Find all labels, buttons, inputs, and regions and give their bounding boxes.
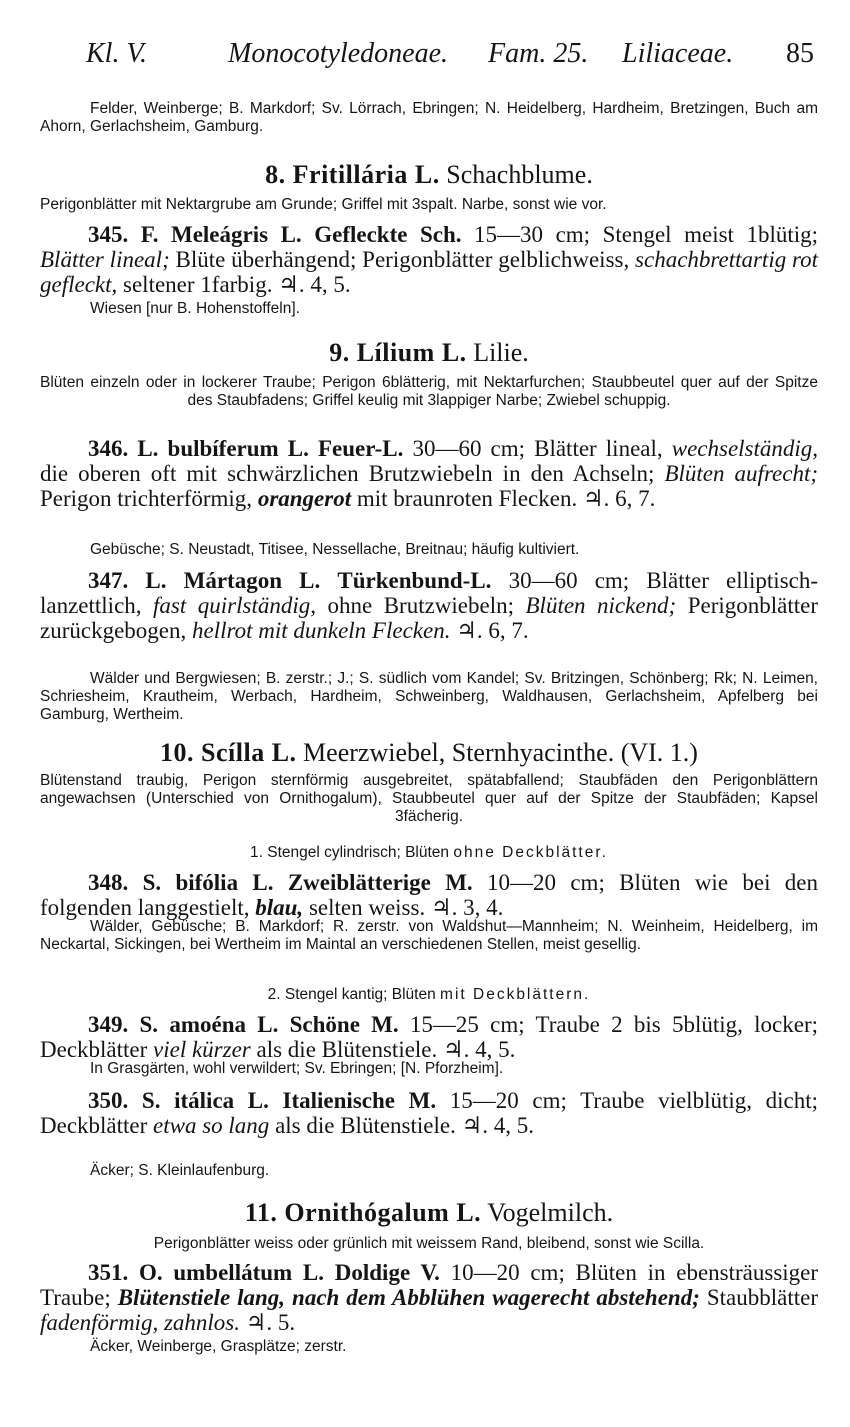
- species-common-name: Türkenbund-L.: [337, 568, 492, 593]
- species-entry: [40, 222, 818, 297]
- species-name: Meleágris L.: [171, 222, 302, 247]
- genus-heading: [40, 338, 818, 368]
- species-bold-italic-text: blau,: [255, 895, 304, 920]
- genus-title: 9. Lílium L.: [329, 338, 467, 367]
- species-text: ♃. 6, 7.: [456, 618, 529, 643]
- species-text: 15—25 cm; Traube 2 bis 5blütig, locker; Deckblätter: [40, 1012, 818, 1062]
- species-text: 30—60 cm; Blätter lineal,: [412, 436, 663, 461]
- species-name: bifólia L.: [175, 870, 274, 895]
- species-bold-italic-text: Blütenstiele lang, nach dem Abblühen wagerecht abstehend;: [117, 1285, 700, 1310]
- genus-description: Blütenstand traubig, Perigon sternförmig ausgebreitet, spätabfallend; Staubfäden den Perigonblättern angewachsen (Unterschied von Ornithogalum), Staubbeutel quer auf der Spitze der Staubfäden; Kapsel 3fächerig.: [40, 772, 818, 825]
- species-entry: [40, 568, 818, 643]
- locality-text: In Grasgärten, wohl verwildert; Sv. Ebringen; [N. Pforzheim].: [90, 1060, 504, 1077]
- species-italic-text: wechselständig,: [671, 436, 819, 461]
- key-text: 2. Stengel kantig; Blüten: [267, 986, 436, 1003]
- species-text: Perigon trichterförmig,: [40, 486, 253, 511]
- species-common-name: Zweiblätterige M.: [287, 870, 473, 895]
- genus-title: 8. Fritillária L.: [265, 160, 440, 189]
- key-spaced-text: mit Deckblättern.: [440, 986, 591, 1003]
- species-text: seltener 1farbig. ♃. 4, 5.: [123, 272, 351, 297]
- key-text: 1. Stengel cylindrisch; Blüten: [250, 844, 450, 861]
- species-italic-text: hellrot mit dunkeln Flecken.: [192, 618, 451, 643]
- genus-heading: [40, 160, 818, 190]
- species-name: bulbíferum L.: [167, 436, 309, 461]
- genus-description: Perigonblätter mit Nektargrube am Grunde; Griffel mit 3spalt. Narbe, sonst wie vor.: [40, 196, 607, 213]
- genus-heading: [40, 738, 818, 768]
- species-entry: [40, 1088, 818, 1138]
- species-text: 15—30 cm; Stengel meist 1blütig;: [474, 222, 819, 247]
- genus-common-name: Vogelmilch.: [487, 1198, 614, 1227]
- species-text: als die Blütenstiele. ♃. 4, 5.: [275, 1113, 534, 1138]
- species-name: Mártagon L.: [183, 568, 321, 593]
- species-text: Perigonblätter zurückgebogen,: [40, 593, 819, 643]
- species-italic-text: Blüten nickend;: [525, 593, 677, 618]
- genus-common-name: Meerzwiebel, Sternhyacinthe. (VI. 1.): [303, 738, 698, 767]
- species-italic-text: Blüten aufrecht;: [664, 461, 819, 486]
- key-line: [40, 844, 818, 862]
- species-name: amoéna L.: [169, 1012, 279, 1037]
- species-text: 10—20 cm; Blüten wie bei den folgenden langgestielt,: [40, 870, 818, 920]
- genus-description: Blüten einzeln oder in lockerer Traube; Perigon 6blätterig, mit Nektarfurchen; Staubbeutel quer auf der Spitze des Staubfadens; Griffel keulig mit 3lappiger Narbe; Zwiebel schuppig.: [40, 374, 818, 409]
- locality-text: Wälder, Gebüsche; B. Markdorf; R. zerstr. von Waldshut—Mannheim; N. Weinheim, Heidelberg, im Neckartal, Sickingen, bei Wertheim im Maintal an verschiedenen Stellen, meist gesellig.: [40, 918, 818, 953]
- species-italic-text: fast quirlständig,: [153, 593, 316, 618]
- species-text: als die Blütenstiele. ♃. 4, 5.: [256, 1037, 516, 1062]
- locality-text: Äcker; S. Kleinlaufenburg.: [90, 1162, 270, 1179]
- species-number: 350. S.: [88, 1088, 161, 1113]
- species-italic-text: schachbrettartig rot gefleckt,: [40, 247, 819, 297]
- running-header: [0, 38, 850, 78]
- genus-heading: [40, 1198, 818, 1228]
- locality-text: Felder, Weinberge; B. Markdorf; Sv. Lörrach, Ebringen; N. Heidelberg, Hardheim, Bretzingen, Buch am Ahorn, Gerlachsheim, Gamburg.: [40, 100, 818, 135]
- species-text: 15—20 cm; Traube vielblütig, dicht; Deckblätter: [40, 1088, 819, 1138]
- locality-text: Wälder und Bergwiesen; B. zerstr.; J.; S. südlich vom Kandel; Sv. Britzingen, Schönberg; Rk; N. Leimen, Schriesheim, Krautheim, Werbach, Hardheim, Schweinberg, Waldhausen, Gerlachsheim, Apfelberg bei Gamburg, Wertheim.: [40, 670, 818, 723]
- species-entry: [40, 436, 818, 511]
- species-bold-italic-text: orangerot: [257, 486, 352, 511]
- species-entry: [40, 870, 818, 920]
- locality-text: Wiesen [nur B. Hohenstoffeln].: [90, 300, 300, 317]
- locality-text: Gebüsche; S. Neustadt, Titisee, Nessellache, Breitnau; häufig kultiviert.: [90, 541, 580, 558]
- species-common-name: Feuer-L.: [317, 436, 404, 461]
- key-line: [40, 986, 818, 1004]
- species-common-name: Italienische M.: [282, 1088, 437, 1113]
- species-text: Blüte überhängend; Perigonblätter gelblichweiss,: [175, 247, 630, 272]
- locality-text: Äcker, Weinberge, Grasplätze; zerstr.: [90, 1338, 347, 1355]
- species-text: ohne Brutzwiebeln;: [327, 593, 514, 618]
- species-number: 347. L.: [88, 568, 167, 593]
- page-number: 85: [786, 38, 814, 69]
- species-number: 351. O.: [88, 1260, 163, 1285]
- genus-common-name: Lilie.: [473, 338, 529, 367]
- genus-description: Perigonblätter weiss oder grünlich mit weissem Rand, bleibend, sonst wie Scilla.: [153, 1235, 705, 1252]
- genus-title: 10. Scílla L.: [160, 738, 297, 767]
- species-entry: [40, 1260, 818, 1335]
- species-entry: [40, 1012, 818, 1062]
- species-number: 348. S.: [88, 870, 162, 895]
- species-common-name: Gefleckte Sch.: [314, 222, 462, 247]
- species-text: 30—60 cm; Blätter elliptisch-lanzettlich,: [40, 568, 819, 618]
- species-text: mit braunroten Flecken. ♃. 6, 7.: [356, 486, 656, 511]
- species-text: ♃. 5.: [245, 1310, 296, 1335]
- header-subclass: Monocotyledoneae.: [228, 38, 449, 69]
- key-spaced-text: ohne Deckblätter.: [453, 844, 608, 861]
- species-italic-text: viel kürzer: [153, 1037, 251, 1062]
- species-common-name: Schöne M.: [289, 1012, 399, 1037]
- header-family-number: Fam. 25.: [488, 38, 589, 69]
- header-family-name: Liliaceae.: [622, 38, 734, 69]
- species-text: Staubblätter: [706, 1285, 819, 1310]
- species-italic-text: etwa so lang: [153, 1113, 270, 1138]
- species-text: selten weiss. ♃. 3, 4.: [308, 895, 504, 920]
- species-number: 345. F.: [88, 222, 159, 247]
- species-number: 346. L.: [88, 436, 159, 461]
- species-text: 10—20 cm; Blüten in ebensträussiger Traube;: [40, 1260, 819, 1310]
- species-common-name: Doldige V.: [334, 1260, 440, 1285]
- species-italic-text: fadenförmig, zahnlos.: [40, 1310, 240, 1335]
- species-italic-text: Blätter lineal;: [40, 247, 170, 272]
- species-text: die oberen oft mit schwärzlichen Brutzwiebeln in den Achseln;: [40, 461, 655, 486]
- genus-common-name: Schachblume.: [446, 160, 593, 189]
- genus-title: 11. Ornithógalum L.: [244, 1198, 482, 1227]
- species-name: itálica L.: [174, 1088, 269, 1113]
- species-number: 349. S.: [88, 1012, 159, 1037]
- header-class: Kl. V.: [86, 38, 147, 69]
- species-name: umbellátum L.: [173, 1260, 325, 1285]
